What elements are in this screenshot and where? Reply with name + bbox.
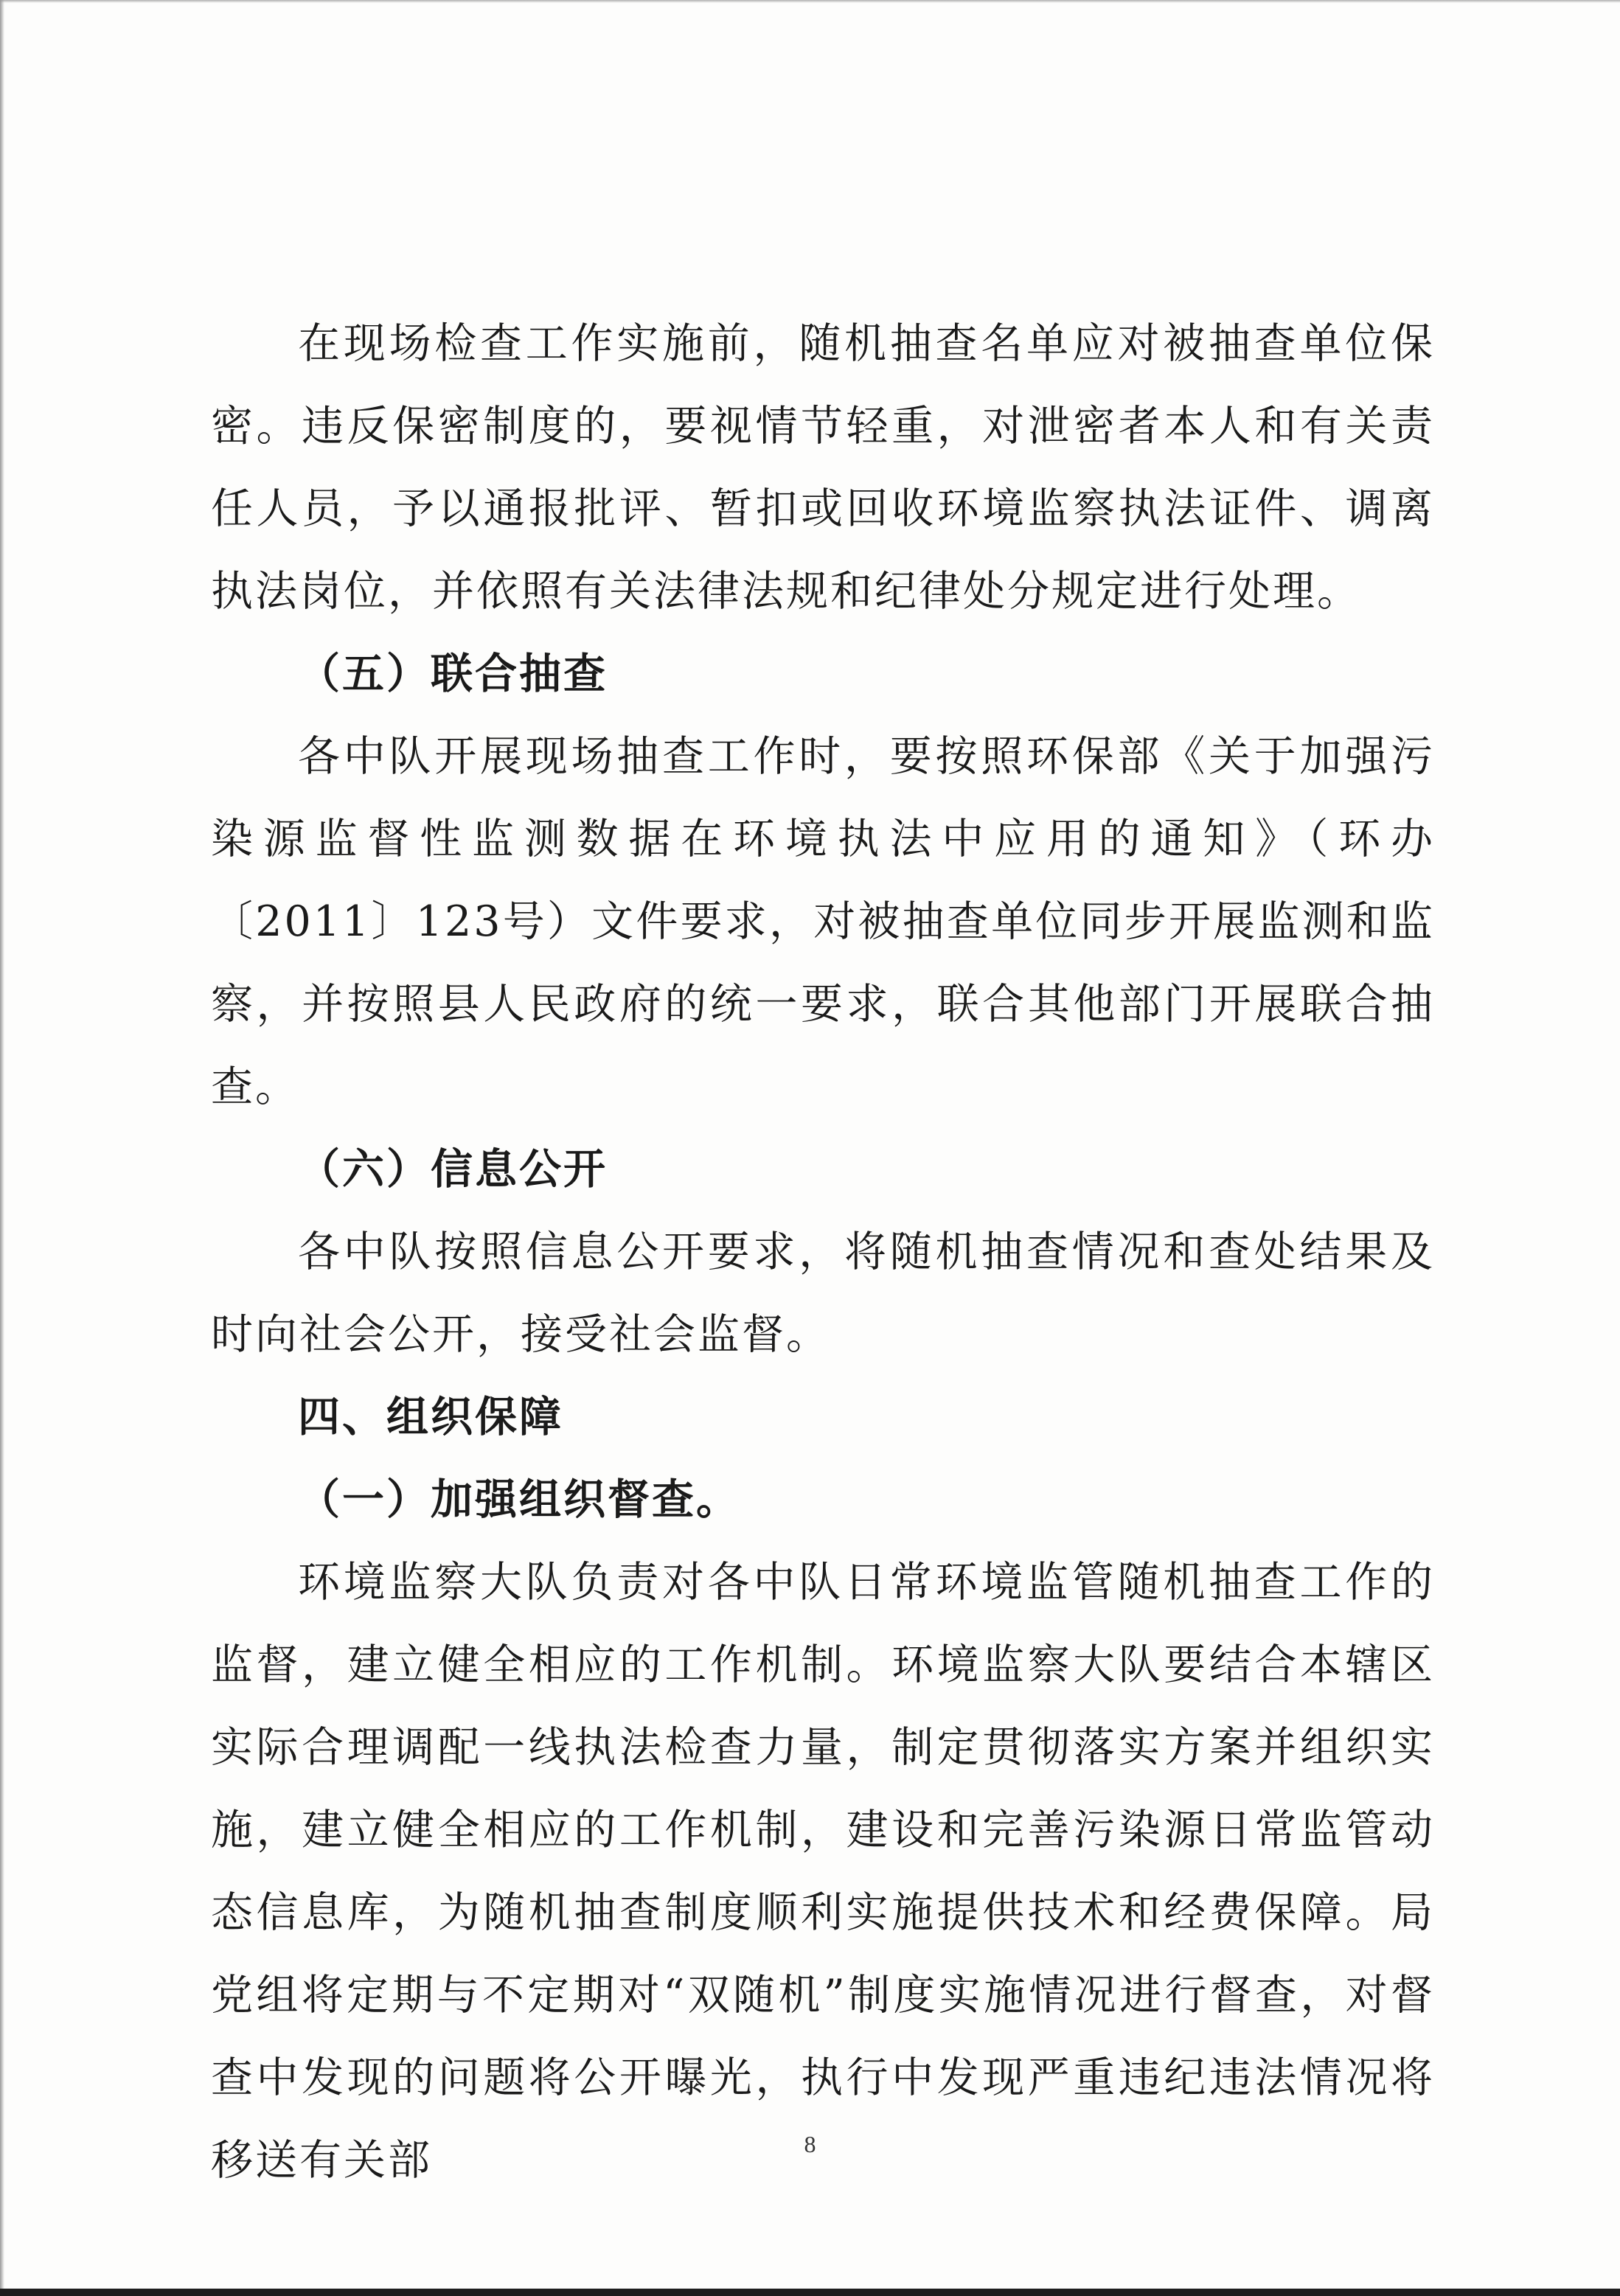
heading-joint-inspection: （五）联合抽查 (298, 649, 608, 698)
heading-strengthen-supervision: （一）加强组织督查。 (298, 1475, 740, 1524)
scan-edge-left (0, 0, 4, 2296)
scan-edge-top (0, 0, 1620, 3)
paragraph-strengthen-supervision: 环境监察大队负责对各中队日常环境监管随机抽查工作的监督，建立健全相应的工作机制。环境监察大队要结合本辖区实际合理调配一线执法检查力量，制定贯彻落实方案并组织实施，建立健全相应的工作机制，建设和完善污染源日常监管动态信息库，为随机抽查制度顺利实施提供技术和经费保障。局党组将定期与不定期对“双随机”制度实施情况进行督查，对督查中发现的问题将公开曝光，执行中发现严重违纪违法情况将移送有关部 (211, 1558, 1435, 2185)
paragraph-joint-inspection: 各中队开展现场抽查工作时，要按照环保部《关于加强污染源监督性监测数据在环境执法中应用的通知》（环办〔2011〕123号）文件要求，对被抽查单位同步开展监测和监察，并按照县人民政府的统一要求，联合其他部门开展联合抽查。 (211, 732, 1435, 1111)
document-body (211, 302, 1435, 2202)
page-number: 8 (804, 2131, 816, 2157)
heading-organizational-guarantee: 四、组织保障 (298, 1392, 563, 1441)
scan-edge-bottom (0, 2289, 1620, 2296)
heading-information-disclosure: （六）信息公开 (298, 1144, 608, 1194)
paragraph-information-disclosure: 各中队按照信息公开要求，将随机抽查情况和查处结果及时向社会公开，接受社会监督。 (211, 1228, 1435, 1359)
paragraph-confidentiality: 在现场检查工作实施前，随机抽查名单应对被抽查单位保密。违反保密制度的，要视情节轻重，对泄密者本人和有关责任人员，予以通报批评、暂扣或回收环境监察执法证件、调离执法岗位，并依照有关法律法规和纪律处分规定进行处理。 (211, 319, 1435, 616)
